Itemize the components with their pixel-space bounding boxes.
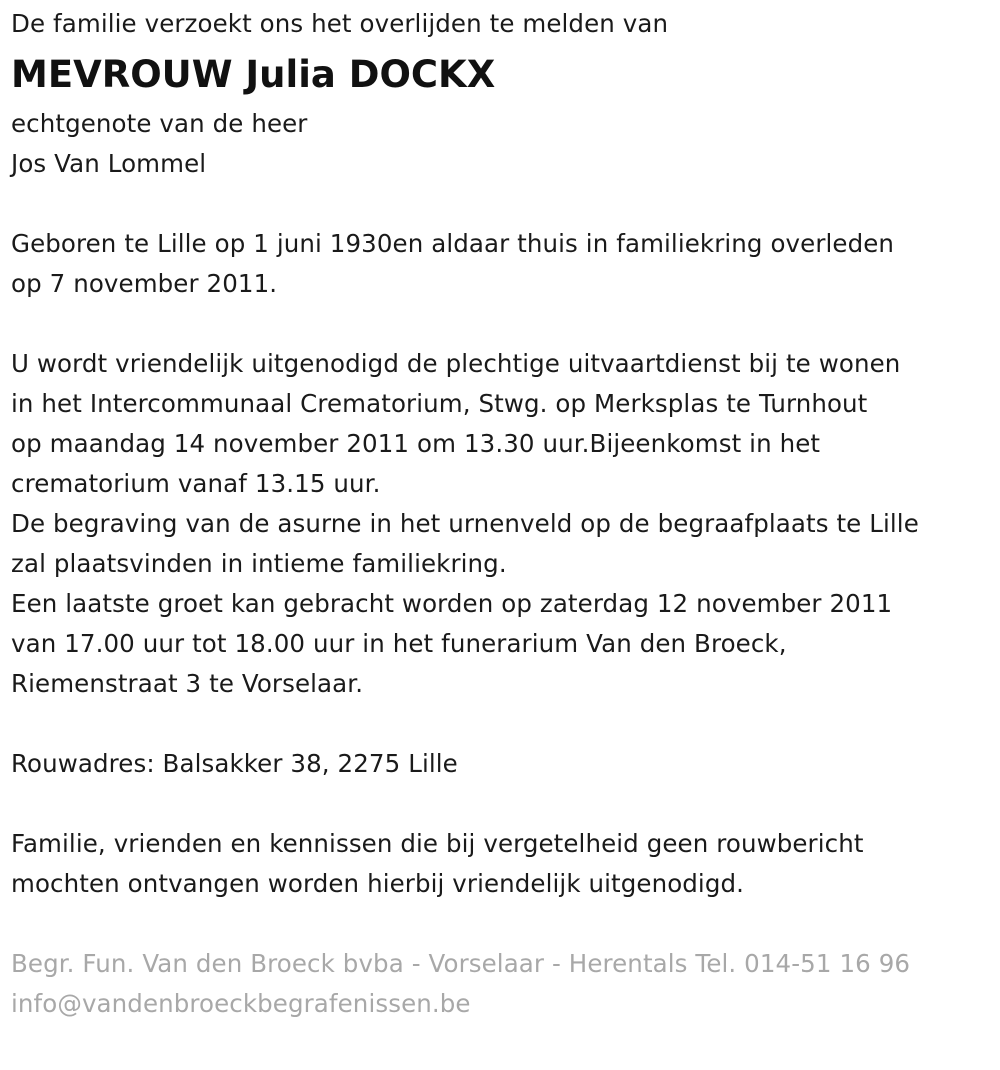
spacer xyxy=(11,904,1000,944)
service-line: van 17.00 uur tot 18.00 uur in het funerarium Van den Broeck, xyxy=(11,629,787,658)
spacer xyxy=(11,784,1000,824)
service-paragraph xyxy=(11,344,1000,704)
invitation-line-1: Familie, vrienden en kennissen die bij vergetelheid geen rouwbericht xyxy=(11,829,864,858)
service-line: U wordt vriendelijk uitgenodigd de plechtige uitvaartdienst bij te wonen xyxy=(11,349,901,378)
birth-death-line-1: Geboren te Lille op 1 juni 1930en aldaar thuis in familiekring overleden xyxy=(11,229,895,258)
service-line: crematorium vanaf 13.15 uur. xyxy=(11,469,381,498)
relation-line-2: Jos Van Lommel xyxy=(11,149,207,178)
spacer xyxy=(11,704,1000,744)
service-line: De begraving van de asurne in het urnenveld op de begraafplaats te Lille xyxy=(11,509,919,538)
service-line: op maandag 14 november 2011 om 13.30 uur.Bijeenkomst in het xyxy=(11,429,821,458)
invitation-line-2: mochten ontvangen worden hierbij vriendelijk uitgenodigd. xyxy=(11,869,745,898)
deceased-name: MEVROUW Julia DOCKX xyxy=(11,53,496,96)
relation-line-1: echtgenote van de heer xyxy=(11,109,308,138)
service-line: Een laatste groet kan gebracht worden op zaterdag 12 november 2011 xyxy=(11,589,893,618)
birth-death-line-2: op 7 november 2011. xyxy=(11,269,278,298)
funeral-home-email[interactable]: info@vandenbroeckbegrafenissen.be xyxy=(11,989,471,1018)
service-line: in het Intercommunaal Crematorium, Stwg. op Merksplas te Turnhout xyxy=(11,389,868,418)
funeral-home-footer xyxy=(11,944,1000,1024)
intro-text: De familie verzoekt ons het overlijden te melden van xyxy=(11,9,669,38)
service-line: zal plaatsvinden in intieme familiekring. xyxy=(11,549,507,578)
spacer xyxy=(11,184,1000,224)
service-line: Riemenstraat 3 te Vorselaar. xyxy=(11,669,364,698)
funeral-home-company: Begr. Fun. Van den Broeck bvba - Vorselaar - Herentals Tel. 014-51 16 96 xyxy=(11,949,911,978)
spacer xyxy=(11,304,1000,344)
mourning-address: Rouwadres: Balsakker 38, 2275 Lille xyxy=(11,749,458,778)
